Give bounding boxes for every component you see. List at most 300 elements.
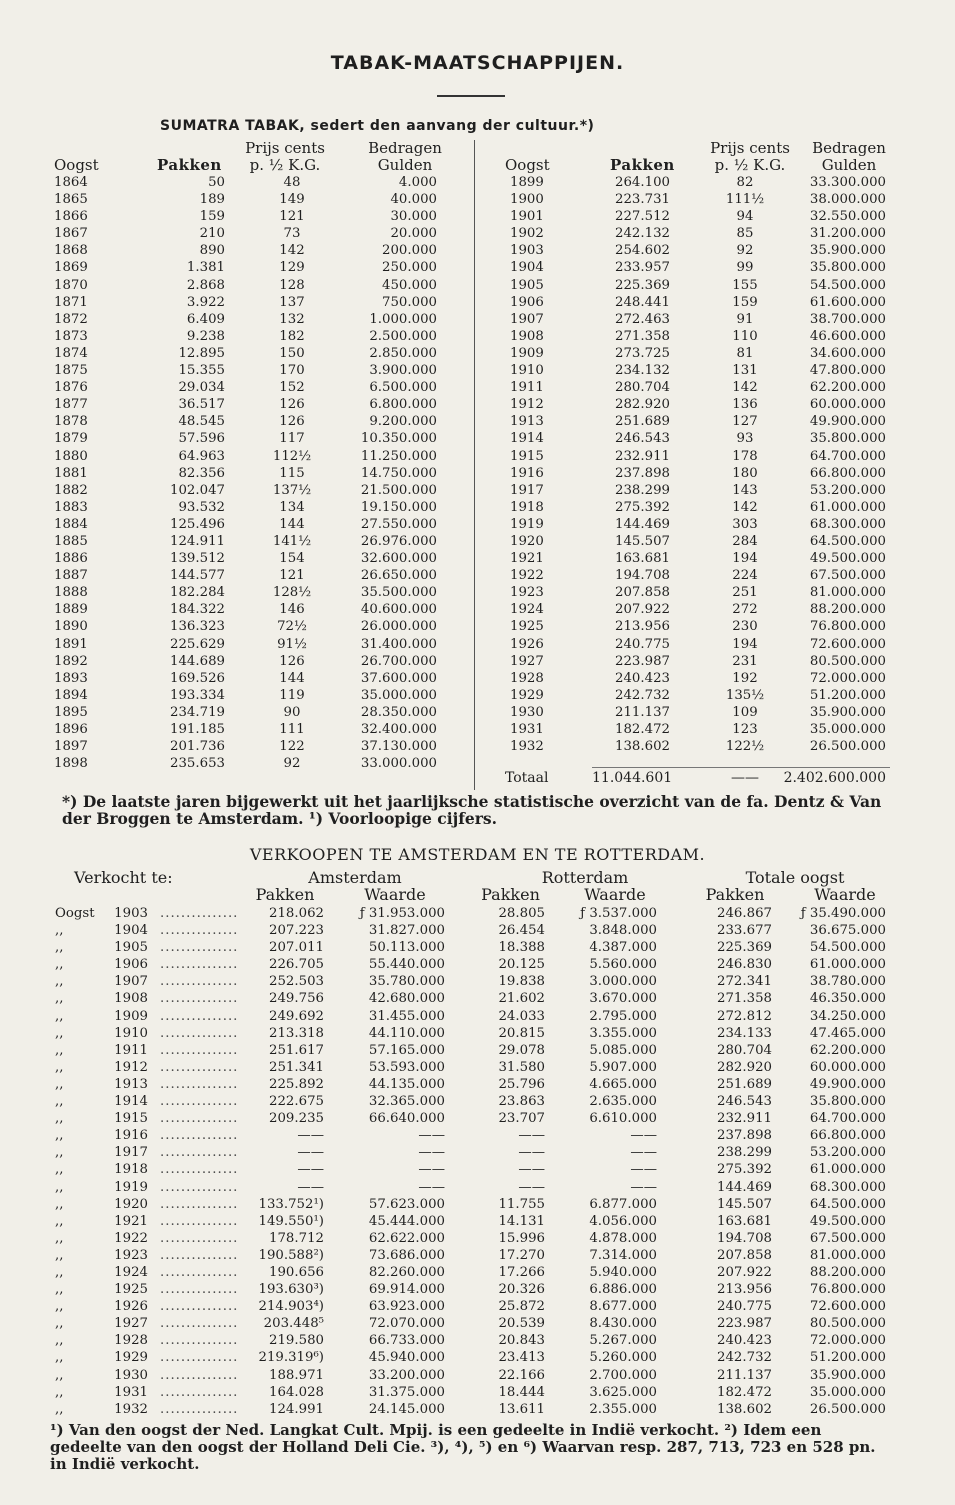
- cell-oogst: 1907: [510, 311, 544, 327]
- cell-a-waarde: 42.680.000: [368, 991, 445, 1007]
- cell-pakken: 207.922: [615, 602, 670, 618]
- cell-a-pakken: 124.991: [269, 1401, 324, 1417]
- cell-pakken: 275.392: [615, 499, 670, 515]
- cell-pakken: 223.987: [615, 653, 670, 669]
- cell-pakken: 271.358: [615, 328, 670, 344]
- row-leader-dots: ...............: [160, 1008, 239, 1024]
- cell-a-pakken: 178.712: [269, 1230, 324, 1246]
- cell-t-pakken: 194.708: [717, 1230, 772, 1246]
- cell-r-waarde: 5.267.000: [589, 1333, 657, 1349]
- total-divider: [592, 767, 890, 768]
- cell-pakken: 182.472: [615, 722, 670, 737]
- cell-pakken: 233.957: [615, 260, 670, 276]
- cell-label: ,,: [55, 1333, 64, 1349]
- cell-bedragen: 14.750.000: [360, 465, 437, 481]
- cell-bedragen: 32.550.000: [809, 209, 886, 225]
- total-label: Totaal: [505, 770, 549, 786]
- cell-t-pakken: 280.704: [717, 1042, 772, 1058]
- cell-a-waarde: 44.110.000: [368, 1025, 445, 1041]
- row-leader-dots: ...............: [160, 906, 239, 921]
- cell-bedragen: 37.600.000: [360, 670, 437, 686]
- cell-r-waarde: 3.848.000: [589, 923, 657, 939]
- table-row: [0, 1110, 955, 1127]
- cell-bedragen: 51.200.000: [809, 687, 886, 703]
- cell-pakken: 240.423: [615, 670, 670, 686]
- header-verkocht: Verkocht te:: [74, 868, 173, 887]
- cell-pakken: 144.469: [615, 516, 670, 532]
- header-rotterdam: Rotterdam: [541, 868, 629, 887]
- cell-bedragen: 11.250.000: [360, 448, 437, 464]
- cell-a-pakken: 219.580: [269, 1333, 324, 1349]
- cell-bedragen: 35.800.000: [809, 431, 886, 447]
- cell-oogst: 1930: [510, 704, 544, 720]
- cell-oogst: 1869: [54, 260, 88, 276]
- cell-r-pakken: 20.125: [498, 957, 545, 973]
- cell-pakken: 57.596: [178, 431, 225, 447]
- cell-bedragen: 72.000.000: [809, 670, 886, 686]
- cell-bedragen: 33.000.000: [360, 756, 437, 772]
- cell-oogst: 1882: [54, 482, 88, 498]
- cell-pakken: 163.681: [615, 551, 670, 567]
- section-subtitle: SUMATRA TABAK, sedert den aanvang der cultuur.*): [160, 118, 595, 134]
- cell-oogst: 1910: [510, 363, 544, 379]
- cell-label: ,,: [55, 957, 64, 973]
- table-row: [0, 1281, 955, 1298]
- cell-bedragen: 81.000.000: [809, 585, 886, 601]
- cell-r-pakken: 22.166: [498, 1367, 545, 1383]
- cell-r-pakken: ——: [518, 1128, 545, 1144]
- cell-t-waarde: 35.000.000: [809, 1384, 886, 1400]
- table-row: [0, 1008, 955, 1025]
- header-prijs-bottom-right: p. ½ K.G.: [714, 156, 786, 174]
- table-row: [0, 259, 955, 276]
- cell-a-waarde: 62.622.000: [368, 1230, 445, 1246]
- cell-bedragen: 35.000.000: [809, 722, 886, 737]
- cell-r-waarde: 5.260.000: [589, 1350, 657, 1366]
- cell-pakken: 272.463: [615, 311, 670, 327]
- cell-label: ,,: [55, 1008, 64, 1024]
- cell-pakken: 144.689: [170, 653, 225, 669]
- cell-bedragen: 64.500.000: [809, 533, 886, 549]
- cell-prijs: 91: [736, 311, 754, 327]
- cell-label: ,,: [55, 1059, 64, 1075]
- cell-r-waarde: 4.665.000: [589, 1076, 657, 1092]
- table-row: [0, 516, 955, 533]
- cell-pakken: 194.708: [615, 568, 670, 584]
- cell-oogst: 1928: [510, 670, 544, 686]
- header-bedragen-top-left: Bedragen: [368, 139, 442, 157]
- cell-a-pakken: 252.503: [269, 974, 324, 990]
- cell-bedragen: 6.800.000: [369, 397, 437, 413]
- cell-bedragen: 32.400.000: [360, 722, 437, 737]
- cell-a-pakken: 222.675: [269, 1094, 324, 1110]
- cell-t-waarde: 46.350.000: [809, 991, 886, 1007]
- cell-bedragen: 20.000: [390, 226, 437, 242]
- cell-a-pakken: ——: [297, 1145, 324, 1161]
- cell-prijs: 99: [736, 260, 754, 276]
- cell-year: 1908: [114, 991, 148, 1007]
- table-row: [0, 670, 955, 687]
- cell-t-pakken: 234.133: [717, 1025, 772, 1041]
- table-row: [0, 396, 955, 413]
- table-row: [0, 704, 955, 721]
- cell-a-pakken: 219.319⁶): [258, 1350, 324, 1366]
- table-row: [0, 567, 955, 584]
- cell-a-waarde: ƒ 31.953.000: [359, 906, 445, 921]
- cell-prijs: 109: [732, 704, 758, 720]
- table-row: [0, 1196, 955, 1213]
- cell-label: ,,: [55, 1401, 64, 1417]
- cell-r-pakken: 23.707: [498, 1111, 545, 1127]
- cell-a-pakken: 190.656: [269, 1264, 324, 1280]
- cell-prijs: 141½: [272, 533, 312, 549]
- cell-t-pakken: 282.920: [717, 1059, 772, 1075]
- cell-r-waarde: 6.877.000: [589, 1196, 657, 1212]
- row-leader-dots: ...............: [160, 1111, 239, 1127]
- cell-label: ,,: [55, 1042, 64, 1058]
- table-row: [0, 191, 955, 208]
- cell-label: Oogst: [55, 906, 95, 921]
- cell-pakken: 232.911: [615, 448, 670, 464]
- cell-year: 1913: [114, 1076, 148, 1092]
- cell-oogst: 1921: [510, 551, 544, 567]
- cell-oogst: 1924: [510, 602, 544, 618]
- cell-pakken: 242.732: [615, 687, 670, 703]
- cell-t-waarde: 76.800.000: [809, 1282, 886, 1298]
- cell-a-waarde: 35.780.000: [368, 974, 445, 990]
- cell-year: 1932: [114, 1401, 148, 1417]
- cell-r-pakken: 13.611: [498, 1401, 545, 1417]
- cell-r-waarde: 8.430.000: [589, 1316, 657, 1332]
- cell-prijs: 182: [279, 328, 305, 344]
- header-totale-oogst: Totale oogst: [745, 868, 845, 887]
- table-row: [0, 1384, 955, 1401]
- cell-oogst: 1884: [54, 516, 88, 532]
- cell-pakken: 144.577: [170, 568, 225, 584]
- cell-bedragen: 26.000.000: [360, 619, 437, 635]
- cell-t-waarde: 26.500.000: [809, 1401, 886, 1417]
- table-row: [0, 1042, 955, 1059]
- cell-year: 1927: [114, 1316, 148, 1332]
- table-row: [0, 939, 955, 956]
- table-row: [0, 208, 955, 225]
- title-divider: [437, 95, 505, 97]
- cell-prijs: 272: [732, 602, 758, 618]
- header-prijs-top-right: Prijs cents: [710, 139, 790, 157]
- cell-label: ,,: [55, 1230, 64, 1246]
- cell-oogst: 1908: [510, 328, 544, 344]
- cell-pakken: 9.238: [186, 328, 225, 344]
- cell-pakken: 102.047: [170, 482, 225, 498]
- header-oogst-left: Oogst: [54, 156, 99, 174]
- cell-r-pakken: 19.838: [498, 974, 545, 990]
- cell-pakken: 282.920: [615, 397, 670, 413]
- cell-bedragen: 47.800.000: [809, 363, 886, 379]
- table-row: [0, 653, 955, 670]
- cell-t-pakken: 145.507: [717, 1196, 772, 1212]
- cell-a-pakken: 213.318: [269, 1025, 324, 1041]
- cell-pakken: 159: [199, 209, 225, 225]
- cell-t-waarde: 35.800.000: [809, 1094, 886, 1110]
- cell-year: 1904: [114, 923, 148, 939]
- cell-a-waarde: 57.623.000: [368, 1196, 445, 1212]
- cell-oogst: 1914: [510, 431, 544, 447]
- cell-oogst: 1925: [510, 619, 544, 635]
- cell-bedragen: 54.500.000: [809, 277, 886, 293]
- cell-oogst: 1865: [54, 192, 88, 208]
- table-row: [0, 294, 955, 311]
- cell-a-pakken: 225.892: [269, 1076, 324, 1092]
- row-leader-dots: ...............: [160, 1264, 239, 1280]
- cell-oogst: 1876: [54, 380, 88, 396]
- cell-t-waarde: 34.250.000: [809, 1008, 886, 1024]
- cell-oogst: 1877: [54, 397, 88, 413]
- cell-label: ,,: [55, 991, 64, 1007]
- cell-t-pakken: 246.830: [717, 957, 772, 973]
- cell-bedragen: 38.000.000: [809, 192, 886, 208]
- cell-oogst: 1895: [54, 704, 88, 720]
- cell-label: ,,: [55, 1128, 64, 1144]
- cell-prijs: 81: [736, 345, 754, 361]
- cell-r-waarde: ƒ 3.537.000: [580, 906, 657, 921]
- cell-prijs: 192: [732, 670, 758, 686]
- cell-bedragen: 450.000: [382, 277, 437, 293]
- cell-r-pakken: 29.078: [498, 1042, 545, 1058]
- table-row: [0, 1230, 955, 1247]
- cell-t-waarde: 67.500.000: [809, 1230, 886, 1246]
- cell-a-waarde: 45.940.000: [368, 1350, 445, 1366]
- header-r-waarde: Waarde: [584, 885, 646, 904]
- cell-bedragen: 31.200.000: [809, 226, 886, 242]
- cell-a-waarde: 82.260.000: [368, 1264, 445, 1280]
- cell-prijs: 142: [279, 243, 305, 259]
- cell-year: 1916: [114, 1128, 148, 1144]
- total-row: [0, 770, 955, 787]
- cell-prijs: 122: [279, 739, 305, 755]
- cell-bedragen: 61.000.000: [809, 499, 886, 515]
- cell-oogst: 1885: [54, 533, 88, 549]
- cell-prijs: 284: [732, 533, 758, 549]
- cell-prijs: 136: [732, 397, 758, 413]
- cell-label: ,,: [55, 1196, 64, 1212]
- cell-prijs: 144: [279, 670, 305, 686]
- header-prijs-top-left: Prijs cents: [245, 139, 325, 157]
- cell-a-waarde: 31.827.000: [368, 923, 445, 939]
- table-row: [0, 687, 955, 704]
- cell-pakken: 251.689: [615, 414, 670, 430]
- cell-prijs: 230: [732, 619, 758, 635]
- cell-a-waarde: 57.165.000: [368, 1042, 445, 1058]
- cell-prijs: 132: [279, 311, 305, 327]
- cell-label: ,,: [55, 1076, 64, 1092]
- cell-oogst: 1903: [510, 243, 544, 259]
- cell-r-pakken: ——: [518, 1162, 545, 1178]
- cell-a-pakken: 164.028: [269, 1384, 324, 1400]
- cell-a-waarde: 24.145.000: [368, 1401, 445, 1417]
- cell-r-pakken: 23.863: [498, 1094, 545, 1110]
- cell-pakken: 225.629: [170, 636, 225, 652]
- cell-t-pakken: 240.775: [717, 1299, 772, 1315]
- cell-bedragen: 37.130.000: [360, 739, 437, 755]
- cell-t-pakken: 240.423: [717, 1333, 772, 1349]
- table-row: [0, 1315, 955, 1332]
- table-row: [0, 1298, 955, 1315]
- table-row: [0, 1332, 955, 1349]
- cell-bedragen: 2.850.000: [369, 345, 437, 361]
- cell-pakken: 64.963: [178, 448, 225, 464]
- table-row: [0, 922, 955, 939]
- cell-r-pakken: 28.805: [498, 906, 545, 921]
- cell-oogst: 1900: [510, 192, 544, 208]
- cell-t-pakken: 237.898: [717, 1128, 772, 1144]
- cell-a-waarde: 53.593.000: [368, 1059, 445, 1075]
- cell-t-pakken: 225.369: [717, 940, 772, 956]
- cell-r-pakken: 20.326: [498, 1282, 545, 1298]
- cell-a-pakken: 193.630³): [258, 1282, 324, 1298]
- total-prijs: ——: [731, 770, 759, 786]
- cell-r-pakken: 14.131: [498, 1213, 545, 1229]
- cell-r-pakken: 24.033: [498, 1008, 545, 1024]
- cell-prijs: 121: [279, 568, 305, 584]
- row-leader-dots: ...............: [160, 974, 239, 990]
- cell-pakken: 225.369: [615, 277, 670, 293]
- cell-pakken: 36.517: [178, 397, 225, 413]
- table-row: [0, 636, 955, 653]
- table-row: [0, 1093, 955, 1110]
- cell-oogst: 1931: [510, 722, 544, 737]
- row-leader-dots: ...............: [160, 1076, 239, 1092]
- cell-t-waarde: 64.500.000: [809, 1196, 886, 1212]
- cell-bedragen: 35.900.000: [809, 243, 886, 259]
- cell-bedragen: 61.600.000: [809, 294, 886, 310]
- cell-r-pakken: 17.266: [498, 1264, 545, 1280]
- row-leader-dots: ...............: [160, 1094, 239, 1110]
- cell-r-waarde: 4.878.000: [589, 1230, 657, 1246]
- cell-pakken: 254.602: [615, 243, 670, 259]
- cell-prijs: 72½: [277, 619, 307, 635]
- cell-bedragen: 9.200.000: [369, 414, 437, 430]
- table-row: [0, 1367, 955, 1384]
- page-title: TABAK-MAATSCHAPPIJEN.: [330, 52, 625, 74]
- cell-pakken: 237.898: [615, 465, 670, 481]
- cell-a-pakken: 203.448⁵: [263, 1316, 324, 1332]
- cell-r-waarde: 4.056.000: [589, 1213, 657, 1229]
- cell-oogst: 1929: [510, 687, 544, 703]
- table-row: [0, 601, 955, 618]
- cell-t-waarde: 35.900.000: [809, 1367, 886, 1383]
- cell-t-waarde: 54.500.000: [809, 940, 886, 956]
- cell-t-waarde: 61.000.000: [809, 957, 886, 973]
- row-leader-dots: ...............: [160, 1230, 239, 1246]
- row-leader-dots: ...............: [160, 1025, 239, 1041]
- cell-a-pakken: 209.235: [269, 1111, 324, 1127]
- cell-r-waarde: 7.314.000: [589, 1247, 657, 1263]
- cell-prijs: 224: [732, 568, 758, 584]
- cell-oogst: 1890: [54, 619, 88, 635]
- cell-prijs: 85: [736, 226, 754, 242]
- cell-r-waarde: 3.625.000: [589, 1384, 657, 1400]
- cell-oogst: 1887: [54, 568, 88, 584]
- row-leader-dots: ...............: [160, 923, 239, 939]
- cell-pakken: 234.132: [615, 363, 670, 379]
- cell-bedragen: 1.000.000: [369, 311, 437, 327]
- cell-pakken: 223.731: [615, 192, 670, 208]
- cell-r-waarde: 6.610.000: [589, 1111, 657, 1127]
- cell-label: ,,: [55, 1264, 64, 1280]
- cell-t-pakken: 272.341: [717, 974, 772, 990]
- table-row: [0, 990, 955, 1007]
- table-row: [0, 738, 955, 755]
- cell-t-pakken: 251.689: [717, 1076, 772, 1092]
- cell-pakken: 3.922: [186, 294, 225, 310]
- cell-bedragen: 40.000: [390, 192, 437, 208]
- cell-prijs: 134: [279, 499, 305, 515]
- row-leader-dots: ...............: [160, 1299, 239, 1315]
- cell-bedragen: 26.650.000: [360, 568, 437, 584]
- cell-pakken: 890: [199, 243, 225, 259]
- cell-prijs: 154: [279, 551, 305, 567]
- cell-prijs: 90: [283, 704, 301, 720]
- cell-pakken: 193.334: [170, 687, 225, 703]
- cell-year: 1928: [114, 1333, 148, 1349]
- cell-label: ,,: [55, 1162, 64, 1178]
- cell-oogst: 1923: [510, 585, 544, 601]
- cell-bedragen: 31.400.000: [360, 636, 437, 652]
- cell-t-pakken: 163.681: [717, 1213, 772, 1229]
- cell-bedragen: 26.700.000: [360, 653, 437, 669]
- cell-r-pakken: ——: [518, 1145, 545, 1161]
- cell-prijs: 94: [736, 209, 754, 225]
- table-row: [0, 379, 955, 396]
- cell-prijs: 129: [279, 260, 305, 276]
- cell-bedragen: 19.150.000: [360, 499, 437, 515]
- cell-r-pakken: 20.843: [498, 1333, 545, 1349]
- cell-a-waarde: 45.444.000: [368, 1213, 445, 1229]
- cell-a-pakken: 149.550¹): [258, 1213, 324, 1229]
- cell-label: ,,: [55, 1282, 64, 1298]
- cell-oogst: 1891: [54, 636, 88, 652]
- table-row: [0, 465, 955, 482]
- row-leader-dots: ...............: [160, 1059, 239, 1075]
- row-leader-dots: ...............: [160, 1401, 239, 1417]
- cell-a-waarde: 63.923.000: [368, 1299, 445, 1315]
- cell-prijs: 144: [279, 516, 305, 532]
- header-bedragen-bottom-right: Gulden: [821, 156, 877, 174]
- cell-t-waarde: 66.800.000: [809, 1128, 886, 1144]
- cell-pakken: 82.356: [178, 465, 225, 481]
- header-pakken-left: Pakken: [157, 156, 222, 174]
- cell-a-waarde: 69.914.000: [368, 1282, 445, 1298]
- table-row: [0, 448, 955, 465]
- cell-r-waarde: 3.355.000: [589, 1025, 657, 1041]
- row-leader-dots: ...............: [160, 1333, 239, 1349]
- cell-a-pakken: 226.705: [269, 957, 324, 973]
- row-leader-dots: ...............: [160, 1042, 239, 1058]
- table-row: [0, 225, 955, 242]
- cell-pakken: 238.299: [615, 482, 670, 498]
- cell-t-pakken: 207.858: [717, 1247, 772, 1263]
- cell-oogst: 1922: [510, 568, 544, 584]
- cell-prijs: 194: [732, 636, 758, 652]
- verkoop-table: [0, 905, 955, 1418]
- header-bedragen-top-right: Bedragen: [812, 139, 886, 157]
- cell-t-waarde: 64.700.000: [809, 1111, 886, 1127]
- row-leader-dots: ...............: [160, 1196, 239, 1212]
- cell-t-pakken: 138.602: [717, 1401, 772, 1417]
- table-row: [0, 1127, 955, 1144]
- cell-r-pakken: 17.270: [498, 1247, 545, 1263]
- header-oogst-right: Oogst: [505, 156, 550, 174]
